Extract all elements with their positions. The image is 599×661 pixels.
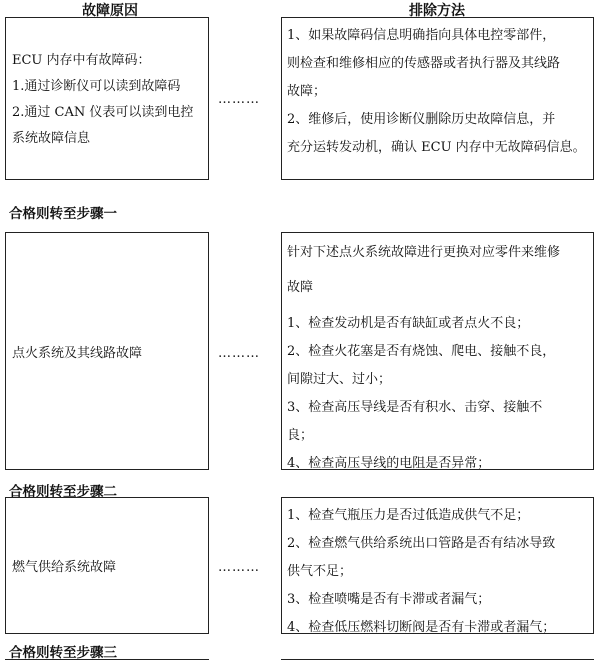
- cause-line: 1.通过诊断仪可以读到故障码: [12, 79, 181, 94]
- cause-line: 2.通过 CAN 仪表可以读到电控: [12, 105, 194, 120]
- remedy-text-2: [287, 238, 560, 478]
- next-cause-box-edge: [5, 659, 209, 660]
- step-label-1: 合格则转至步骤一: [9, 206, 117, 222]
- cause-line: 系统故障信息: [12, 131, 91, 146]
- remedy-line: 4、检查低压燃料切断阀是否有卡滞或者漏气；: [287, 620, 556, 635]
- cause-text-1: [12, 48, 193, 152]
- remedy-text-3: [287, 502, 555, 642]
- cause-text-3: [12, 555, 116, 581]
- connector-dots-2: ………: [218, 346, 260, 361]
- remedy-line: 充分运转发动机，确认 ECU 内存中无故障码信息。: [287, 140, 586, 155]
- cause-line: ECU 内存中有故障码：: [12, 53, 151, 68]
- method-header: 排除方法: [409, 3, 465, 19]
- remedy-line: 针对下述点火系统故障进行更换对应零件来维修: [287, 245, 561, 260]
- remedy-line: 2、检查燃气供给系统出口管路是否有结冰导致: [287, 536, 556, 551]
- remedy-line: 则检查和维修相应的传感器或者执行器及其线路: [287, 56, 561, 71]
- remedy-line: 2、维修后，使用诊断仪删除历史故障信息，并: [287, 112, 556, 127]
- remedy-line: 故障: [287, 280, 314, 295]
- remedy-line: 3、检查喷嘴是否有卡滞或者漏气；: [287, 592, 491, 607]
- next-remedy-box-edge: [281, 659, 594, 660]
- remedy-line: 故障；: [287, 84, 327, 99]
- remedy-line: 间隙过大、过小；: [287, 372, 392, 387]
- connector-dots-1: ………: [218, 92, 260, 107]
- cause-line: 点火系统及其线路故障: [12, 346, 143, 361]
- remedy-line: 1、如果故障码信息明确指向具体电控零部件，: [287, 28, 556, 43]
- remedy-line: 供气不足；: [287, 564, 353, 579]
- connector-dots-3: ………: [218, 560, 260, 575]
- cause-text-2: [12, 341, 142, 367]
- remedy-line: 1、检查气瓶压力是否过低造成供气不足；: [287, 508, 530, 523]
- remedy-line: 2、检查火花塞是否有烧蚀、爬电、接触不良，: [287, 344, 556, 359]
- cause-line: 燃气供给系统故障: [12, 560, 117, 575]
- remedy-line: 良；: [287, 428, 314, 443]
- step-label-2: 合格则转至步骤二: [9, 484, 117, 500]
- remedy-line: 1、检查发动机是否有缺缸或者点火不良；: [287, 316, 530, 331]
- remedy-text-1: [287, 22, 586, 162]
- cause-header: 故障原因: [82, 3, 138, 19]
- remedy-line: 4、检查高压导线的电阻是否异常；: [287, 456, 491, 471]
- step-label-3: 合格则转至步骤三: [9, 645, 117, 661]
- remedy-line: 3、检查高压导线是否有积水、击穿、接触不: [287, 400, 543, 415]
